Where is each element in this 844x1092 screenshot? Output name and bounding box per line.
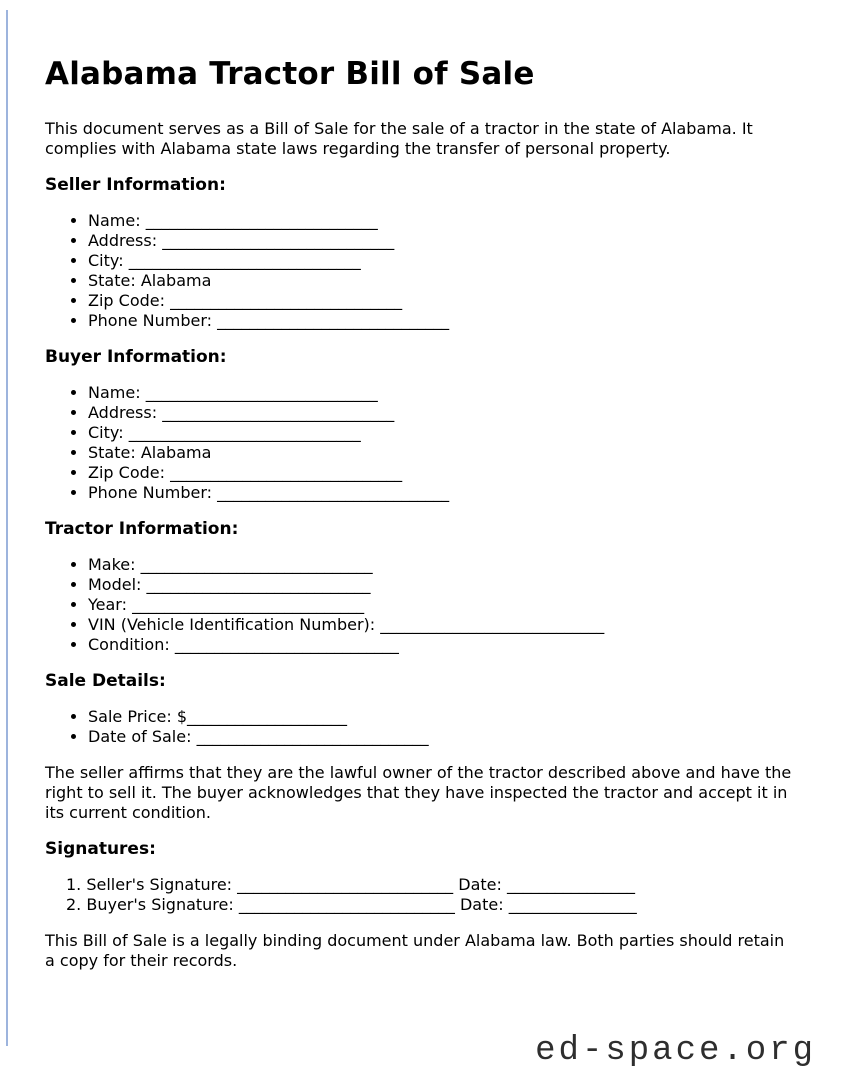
signature-blank-line: ___________________________ bbox=[238, 895, 455, 914]
tractor-condition-field bbox=[88, 635, 796, 655]
buyer-state-field bbox=[88, 443, 796, 463]
signatures-list bbox=[45, 875, 796, 915]
tractor-model-field bbox=[88, 575, 796, 595]
field-label: Name: bbox=[88, 211, 141, 230]
page-title: Alabama Tractor Bill of Sale bbox=[45, 56, 535, 92]
field-blank-line: _____________________________ bbox=[128, 251, 361, 270]
list-number: 1. bbox=[66, 875, 82, 894]
field-blank-line: _____________________________ bbox=[196, 727, 429, 746]
seller-section-heading: Seller Information: bbox=[45, 175, 226, 195]
field-label: Name: bbox=[88, 383, 141, 402]
field-label: Condition: bbox=[88, 635, 170, 654]
field-label: VIN (Vehicle Identification Number): bbox=[88, 615, 376, 634]
list-number: 2. bbox=[66, 895, 82, 914]
field-label: Address: bbox=[88, 231, 158, 250]
field-label: Address: bbox=[88, 403, 158, 422]
field-blank-line: ____________________________ bbox=[380, 615, 605, 634]
field-label: Phone Number: bbox=[88, 311, 213, 330]
date-blank-line: ________________ bbox=[508, 895, 637, 914]
field-value: Alabama bbox=[140, 443, 212, 462]
field-blank-line: _____________________________ bbox=[128, 423, 361, 442]
field-blank-line: _____________________________ bbox=[170, 291, 403, 310]
tractor-section-heading: Tractor Information: bbox=[45, 519, 239, 539]
buyer-address-field bbox=[88, 403, 796, 423]
signature-blank-line: ___________________________ bbox=[237, 875, 454, 894]
left-edge-scan-line bbox=[6, 10, 8, 1046]
seller-city-field bbox=[88, 251, 796, 271]
sale-section-heading: Sale Details: bbox=[45, 671, 166, 691]
buyer-section-heading: Buyer Information: bbox=[45, 347, 227, 367]
footer-brand: ed-space.org bbox=[535, 1032, 816, 1070]
signature-label: Buyer's Signature: bbox=[86, 895, 234, 914]
tractor-vin-field bbox=[88, 615, 796, 635]
tractor-year-field bbox=[88, 595, 796, 615]
field-label: Zip Code: bbox=[88, 291, 165, 310]
buyer-fields-list bbox=[45, 383, 796, 503]
field-blank-line: _____________________________ bbox=[145, 211, 378, 230]
field-label: Sale Price: $ bbox=[88, 707, 188, 726]
field-blank-line: _____________________________ bbox=[217, 483, 450, 502]
affirmation-paragraph: The seller affirms that they are the lawful owner of the tractor described above and have the right to sell it. The buyer acknowledges that they have inspected the tractor and accept it in its current condition. bbox=[45, 763, 792, 822]
field-label: Zip Code: bbox=[88, 463, 165, 482]
field-blank-line: _____________________________ bbox=[145, 383, 378, 402]
intro-paragraph: This document serves as a Bill of Sale for the sale of a tractor in the state of Alabama. It complies with Alabama state laws regarding the transfer of personal property. bbox=[45, 119, 753, 158]
field-label: City: bbox=[88, 423, 124, 442]
seller-signature-row bbox=[66, 875, 796, 895]
closing-paragraph: This Bill of Sale is a legally binding document under Alabama law. Both parties should retain a copy for their records. bbox=[45, 931, 785, 970]
field-label: State: bbox=[88, 271, 136, 290]
buyer-city-field bbox=[88, 423, 796, 443]
field-blank-line: _____________________________ bbox=[217, 311, 450, 330]
field-blank-line: ____________________________ bbox=[146, 575, 371, 594]
field-label: Year: bbox=[88, 595, 127, 614]
signature-label: Seller's Signature: bbox=[86, 875, 233, 894]
date-label: Date: bbox=[459, 895, 504, 914]
buyer-name-field bbox=[88, 383, 796, 403]
buyer-phone-field bbox=[88, 483, 796, 503]
seller-zip-field bbox=[88, 291, 796, 311]
field-label: State: bbox=[88, 443, 136, 462]
date-label: Date: bbox=[458, 875, 502, 894]
seller-state-field bbox=[88, 271, 796, 291]
field-blank-line: _____________________________ bbox=[162, 231, 395, 250]
seller-address-field bbox=[88, 231, 796, 251]
sale-price-field bbox=[88, 707, 796, 727]
tractor-make-field bbox=[88, 555, 796, 575]
sale-fields-list bbox=[45, 707, 796, 747]
field-blank-line: _____________________________ bbox=[140, 555, 373, 574]
field-label: City: bbox=[88, 251, 124, 270]
field-label: Model: bbox=[88, 575, 142, 594]
buyer-zip-field bbox=[88, 463, 796, 483]
field-blank-line: _____________________________ bbox=[162, 403, 395, 422]
field-blank-line: ____________________________ bbox=[174, 635, 399, 654]
seller-fields-list bbox=[45, 211, 796, 331]
sale-date-field bbox=[88, 727, 796, 747]
date-blank-line: ________________ bbox=[507, 875, 635, 894]
tractor-fields-list bbox=[45, 555, 796, 655]
field-label: Make: bbox=[88, 555, 136, 574]
field-blank-line: ____________________ bbox=[187, 707, 348, 726]
seller-phone-field bbox=[88, 311, 796, 331]
field-label: Date of Sale: bbox=[88, 727, 192, 746]
field-value: Alabama bbox=[140, 271, 212, 290]
field-label: Phone Number: bbox=[88, 483, 213, 502]
field-blank-line: _____________________________ bbox=[132, 595, 365, 614]
buyer-signature-row bbox=[66, 895, 796, 915]
field-blank-line: _____________________________ bbox=[170, 463, 403, 482]
signatures-section-heading: Signatures: bbox=[45, 839, 156, 859]
seller-name-field bbox=[88, 211, 796, 231]
